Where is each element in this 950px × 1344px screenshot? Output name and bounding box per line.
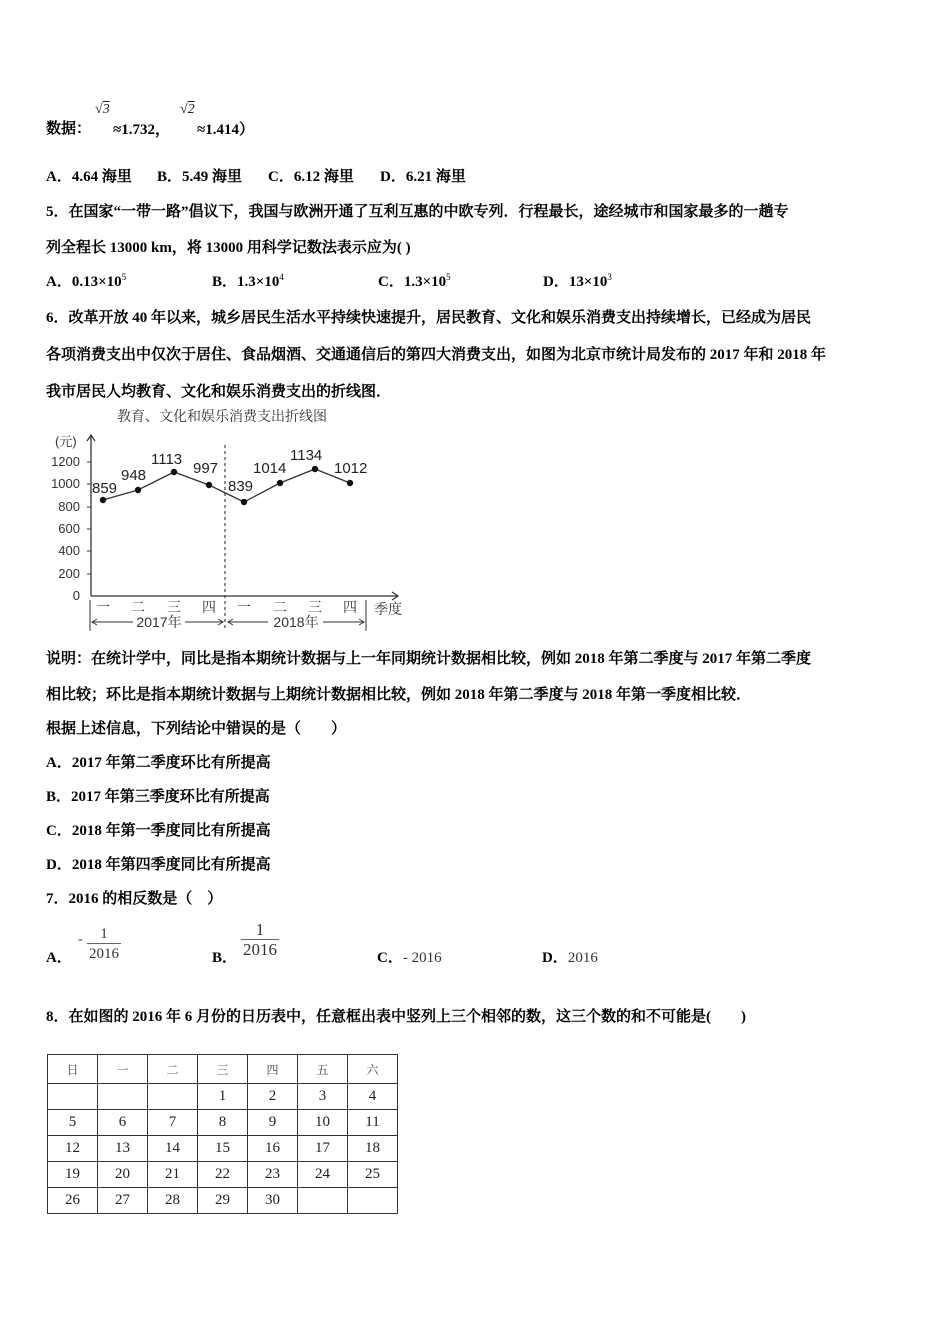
q6-option-b: B．2017 年第三季度环比有所提高 — [46, 789, 270, 805]
calendar-cell: 15 — [198, 1136, 248, 1162]
calendar-cell: 20 — [98, 1162, 148, 1188]
calendar-cell — [48, 1084, 98, 1110]
q7-option-b-label: B． — [212, 950, 238, 966]
q7-option-c: C．- 2016 — [377, 950, 442, 966]
q5-option-a: A．$0.13\times 10^5$ — [46, 272, 127, 290]
weekday-mon: 一 — [98, 1055, 148, 1084]
q5-stem-line1: 5．在国家“一带一路”倡议下，我国与欧洲开通了互利互惠的中欧专列．行程最长，途经城市和国家最多的一趟专 — [46, 204, 789, 220]
calendar-cell: 21 — [148, 1162, 198, 1188]
svg-text:948: 948 — [121, 467, 147, 484]
q6-option-d: D．2018 年第四季度同比有所提高 — [46, 857, 271, 873]
calendar-cell: 11 — [348, 1110, 398, 1136]
calendar-table — [47, 1054, 398, 1214]
calendar-cell: 14 — [148, 1136, 198, 1162]
svg-text:839: 839 — [228, 478, 254, 495]
svg-text:一: 一 — [96, 599, 110, 615]
svg-text:859: 859 — [92, 480, 118, 497]
q6-question: 根据上述信息，下列结论中错误的是（ ） — [46, 721, 347, 737]
q6-stem-line2: 各项消费支出中仅次于居住、食品烟酒、交通通信后的第四大消费支出，如图为北京市统计局发布的 2017 年和 2018 年 — [46, 347, 827, 363]
calendar-cell — [148, 1084, 198, 1110]
calendar-cell: 2 — [248, 1084, 298, 1110]
calendar-cell: 8 — [198, 1110, 248, 1136]
calendar-row — [48, 1188, 398, 1214]
calendar-cell — [98, 1084, 148, 1110]
weekday-sat: 六 — [348, 1055, 398, 1084]
calendar-cell: 18 — [348, 1136, 398, 1162]
sqrt2-value: ≈1.414） — [197, 122, 254, 138]
svg-text:1012: 1012 — [334, 460, 368, 477]
q4-option-c: C．6.12 海里 — [268, 169, 354, 185]
calendar-header-row — [48, 1055, 398, 1084]
weekday-tue: 二 — [148, 1055, 198, 1084]
svg-text:1200: 1200 — [51, 454, 80, 469]
svg-text:400: 400 — [58, 543, 80, 558]
q4-option-a: A．4.64 海里 — [46, 169, 132, 185]
svg-text:0: 0 — [72, 588, 80, 603]
calendar-row — [48, 1084, 398, 1110]
y-axis-unit: (元) — [55, 434, 77, 449]
calendar-cell: 28 — [148, 1188, 198, 1214]
y-tick-labels — [51, 454, 80, 603]
q7-option-a-sign: - — [78, 932, 83, 947]
calendar-cell — [348, 1188, 398, 1214]
svg-text:三: 三 — [308, 599, 322, 615]
q4-option-d: D．6.21 海里 — [380, 169, 466, 185]
x-tick-labels — [96, 599, 357, 615]
calendar-row — [48, 1110, 398, 1136]
calendar-cell: 25 — [348, 1162, 398, 1188]
svg-text:800: 800 — [58, 499, 80, 514]
calendar-row — [48, 1162, 398, 1188]
q5-option-b: B．$1.3\times 10^4$ — [212, 272, 284, 290]
calendar-cell: 4 — [348, 1084, 398, 1110]
svg-text:1014: 1014 — [253, 460, 287, 477]
svg-text:四: 四 — [202, 599, 216, 615]
q6-stem-line1: 6．改革开放 40 年以来，城乡居民生活水平持续快速提升，居民教育、文化和娱乐消费支出持续增长，已经成为居民 — [46, 310, 812, 326]
q5-option-c: C．$1.3\times 10^5$ — [378, 272, 451, 290]
sqrt2-symbol: √2 — [180, 102, 195, 117]
calendar-cell: 10 — [298, 1110, 348, 1136]
calendar-cell: 30 — [248, 1188, 298, 1214]
q4-option-b: B．5.49 海里 — [157, 169, 243, 185]
q5-option-d: D．$13\times 10^3$ — [543, 272, 612, 290]
sqrt3-symbol: √3 — [95, 102, 110, 117]
data-label: 数据： — [46, 121, 92, 137]
q6-note-line1: 说明：在统计学中，同比是指本期统计数据与上一年同期统计数据相比较，例如 2018 年第二季度与 2017 年第二季度 — [46, 651, 812, 667]
weekday-sun: 日 — [48, 1055, 98, 1084]
calendar-cell: 16 — [248, 1136, 298, 1162]
calendar-cell: 1 — [198, 1084, 248, 1110]
calendar-cell: 12 — [48, 1136, 98, 1162]
q6-stem-line3: 我市居民人均教育、文化和娱乐消费支出的折线图． — [46, 384, 392, 400]
q7-option-a-fraction: $\frac{1}{2016}$ — [89, 926, 119, 962]
svg-text:1000: 1000 — [51, 476, 80, 491]
svg-text:1134: 1134 — [290, 447, 323, 464]
q6-option-c: C．2018 年第一季度同比有所提高 — [46, 823, 271, 839]
q4-data-line — [46, 117, 91, 138]
q5-stem-line2: 列全程长 13000 km，将 13000 用科学记数法表示应为( ) — [46, 240, 411, 256]
calendar-cell: 27 — [98, 1188, 148, 1214]
svg-text:二: 二 — [273, 599, 287, 615]
calendar-cell: 24 — [298, 1162, 348, 1188]
q7-option-b-fraction: $\frac{1}{2016}$ — [243, 920, 277, 959]
x-axis-label: 季度 — [374, 601, 402, 617]
svg-text:997: 997 — [193, 460, 219, 477]
year-label-2018: 2018年 — [273, 614, 319, 630]
calendar-cell: 17 — [298, 1136, 348, 1162]
q8-stem: 8．在如图的 2016 年 6 月份的日历表中，任意框出表中竖列上三个相邻的数，这三个数的和不可能是( ) — [46, 1009, 746, 1025]
sqrt3-value: ≈1.732， — [113, 122, 170, 138]
calendar-cell: 22 — [198, 1162, 248, 1188]
svg-text:三: 三 — [167, 599, 181, 615]
calendar-cell: 29 — [198, 1188, 248, 1214]
calendar-cell: 5 — [48, 1110, 98, 1136]
q7-option-d: D．2016 — [542, 950, 598, 966]
calendar-row — [48, 1136, 398, 1162]
calendar-cell: 9 — [248, 1110, 298, 1136]
calendar-cell: 7 — [148, 1110, 198, 1136]
q6-option-a: A．2017 年第二季度环比有所提高 — [46, 755, 271, 771]
svg-text:二: 二 — [131, 599, 145, 615]
q6-note-line2: 相比较；环比是指本期统计数据与上期统计数据相比较，例如 2018 年第二季度与 2018 年第一季度相比较． — [46, 687, 752, 703]
svg-text:四: 四 — [343, 599, 357, 615]
data-labels — [92, 447, 367, 497]
svg-text:200: 200 — [58, 566, 80, 581]
calendar-cell: 6 — [98, 1110, 148, 1136]
q7-option-a-label: A． — [46, 950, 72, 966]
calendar-cell: 3 — [298, 1084, 348, 1110]
calendar-cell: 19 — [48, 1162, 98, 1188]
line-chart — [40, 403, 420, 638]
q7-stem: 7．2016 的相反数是（ ） — [46, 891, 223, 907]
svg-text:一: 一 — [237, 599, 251, 615]
calendar-cell — [298, 1188, 348, 1214]
calendar-cell: 13 — [98, 1136, 148, 1162]
weekday-wed: 三 — [198, 1055, 248, 1084]
weekday-thu: 四 — [248, 1055, 298, 1084]
calendar-cell: 23 — [248, 1162, 298, 1188]
weekday-fri: 五 — [298, 1055, 348, 1084]
calendar-cell: 26 — [48, 1188, 98, 1214]
svg-text:600: 600 — [58, 521, 80, 536]
svg-text:1113: 1113 — [151, 451, 183, 468]
year-label-2017: 2017年 — [136, 614, 182, 630]
chart-title: 教育、文化和娱乐消费支出折线图 — [117, 408, 327, 424]
